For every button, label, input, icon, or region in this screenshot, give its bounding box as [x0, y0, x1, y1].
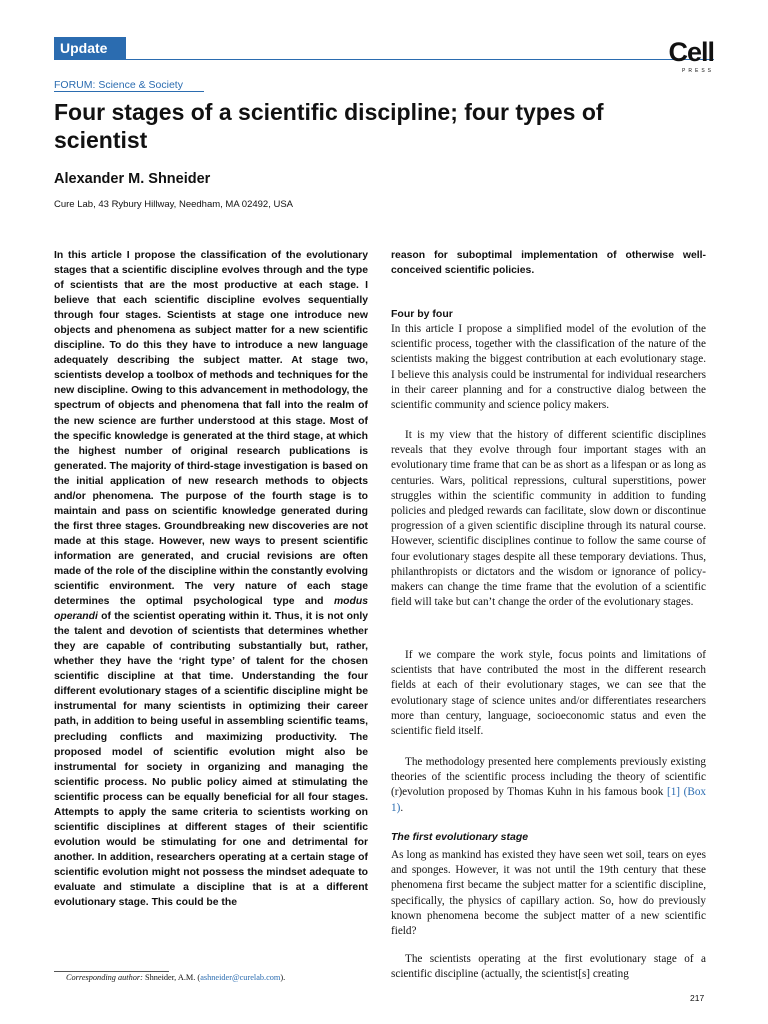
footnote-label: Corresponding author:: [66, 973, 143, 982]
abstract-text-part-1: In this article I propose the classification of the evolutionary stages that a scientific discipline evolves through and the type of scientists that are the most productive at each stage. I believe that each scientific discipline evolves sequentially through four stages. Scientists at stage one introduce new objects and phenomena as subject matter for a new scientific discipline. To do this they have to introduce a new language adequately describing the subject matter. At stage two, scientists develop a toolbox of methods and techniques for the new discipline. Owing to this advancement in methodology, the spectrum of objects and phenomena that fall into the realm of the new science are further understood at this stage. Most of the specific knowledge is generated at the third stage, at which the highest number of original research publications is generated. The majority of third-stage investigation is based on the initial application of new research methods to objects and/or phenomena. The purpose of the fourth stage is to maintain and pass on scientific knowledge generated during the first three stages. Groundbreaking new discoveries are not made at this stage. However, new ways to present scientific information are generated, and crucial revisions are often made of the role of the discipline within the constantly evolving scientific environment. The very nature of each stage determines the optimal psychological type and: [54, 250, 368, 608]
heading-four-by-four: Four by four: [391, 308, 453, 320]
cell-press-subtext: PRESS: [682, 68, 714, 74]
paragraph-4-text: The methodology presented here complements previously existing theories of the scientific process including the theory of scientific (r)evolution proposed by Thomas Kuhn in his famous book: [391, 756, 706, 799]
article-author: Alexander M. Shneider: [54, 171, 211, 187]
author-email-link[interactable]: ashneider@curelab.com: [200, 973, 281, 982]
paragraph-4-end: .: [400, 801, 404, 814]
update-header-bar: [54, 37, 714, 61]
footnote-name: Shneider, A.M. (: [142, 973, 201, 982]
article-title: Four stages of a scientific discipline; four types of scientist: [54, 99, 604, 153]
footnote-rule: [54, 971, 169, 972]
corresponding-author-footnote: [66, 973, 285, 982]
paragraph-4: [391, 755, 706, 816]
abstract-left-column: [54, 248, 368, 910]
forum-rule: [54, 91, 204, 92]
box-link-1[interactable]: (Box 1): [391, 786, 707, 814]
paragraph-3: If we compare the work style, focus points and limitations of scientists that have contributed the most in the different research fields at each of their evolutionary stages, we can see that the evolutionary stage of science unites and/or differentiates researchers more than century, language, socioeconomic status and even the scientific field itself.: [391, 649, 706, 738]
header-rule: [54, 59, 714, 60]
paragraph-1: In this article I propose a simplified model of the evolution of the scientific process, together with the classification of the nature of the scientists making the biggest contribution at each evolutionary stage. I believe this analysis could be instrumental for individual researchers in their career planning and for a constructive dialog between the scientific community and science policy makers.: [391, 323, 706, 412]
paragraph-5: As long as mankind has existed they have seen wet soil, tears on eyes and sponges. However, it was not until the 19th century that these phenomena first became the subject matter for a scientific discipline, specifically, the physics of capillary action. So, how do previously known phenomena become the subject matter of a new scientific field?: [391, 849, 706, 938]
abstract-text-part-2: of the scientist operating within it. Thus, it is not only the talent and devotion of scientists that determines whether they are capable of contributing substantially but, rather, whether they have the ‘right type’ of talent for the chosen scientific discipline at that time. Understanding the four different evolutionary stages of a scientific discipline might be instrumental for many scientists in optimizing their career path, in addition to being useful in assembling scientific teams, precluding conflicts and maximizing productivity. The proposed model of scientific evolution might also be instrumental for society in organizing and managing the scientific process. No public policy aimed at stimulating the scientific process can be equally beneficial for all four stages. Attempts to apply the same criteria to scientists working on scientific disciplines at different stages of their scientific evolution would be stimulating for one and detrimental for another. In addition, researchers operating at a certain stage of scientific evolution might not possess the mindset adequate to evaluate and stimulate a discipline that is at a different evolutionary stage. This could be the: [54, 611, 368, 909]
reference-link-1[interactable]: [1]: [666, 786, 681, 799]
footnote-close: ).: [280, 973, 286, 982]
paragraph-6: The scientists operating at the first evolutionary stage of a scientific discipline (actually, the scientist[s] creating: [391, 953, 706, 981]
heading-first-evolutionary-stage: The first evolutionary stage: [391, 831, 529, 843]
paragraph-2: It is my view that the history of different scientific disciplines reveals that they evolve through four important stages with an evolutionary time frame that can be as short as a lifespan or as long as centuries. Wars, political repressions, cultural superstitions, power struggles within the scientific community in addition to funding policies and pledged rewards can facilitate, slow down or discontinue progression of a given scientific discipline through its natural course. However, scientific disciplines continue to follow the same course of four evolutionary stages despite all these temporary deviations. Thus, philanthropists or dictators and the wisdom or ignorance of policy-makers can change the time frame that the evolution of a scientific field will take but can’t change the order of the evolutionary stages.: [391, 429, 706, 609]
section-tag-update: Update: [54, 37, 126, 59]
forum-label[interactable]: FORUM: Science & Society: [54, 79, 183, 91]
page-number: 217: [690, 993, 705, 1003]
cell-press-logo: Cell: [668, 37, 714, 67]
abstract-right-continuation: reason for suboptimal implementation of otherwise well-conceived scientific policies.: [391, 250, 706, 277]
author-affiliation: Cure Lab, 43 Rybury Hillway, Needham, MA 02492, USA: [54, 199, 294, 210]
abstract-italic-term: modus operandi: [54, 596, 368, 623]
